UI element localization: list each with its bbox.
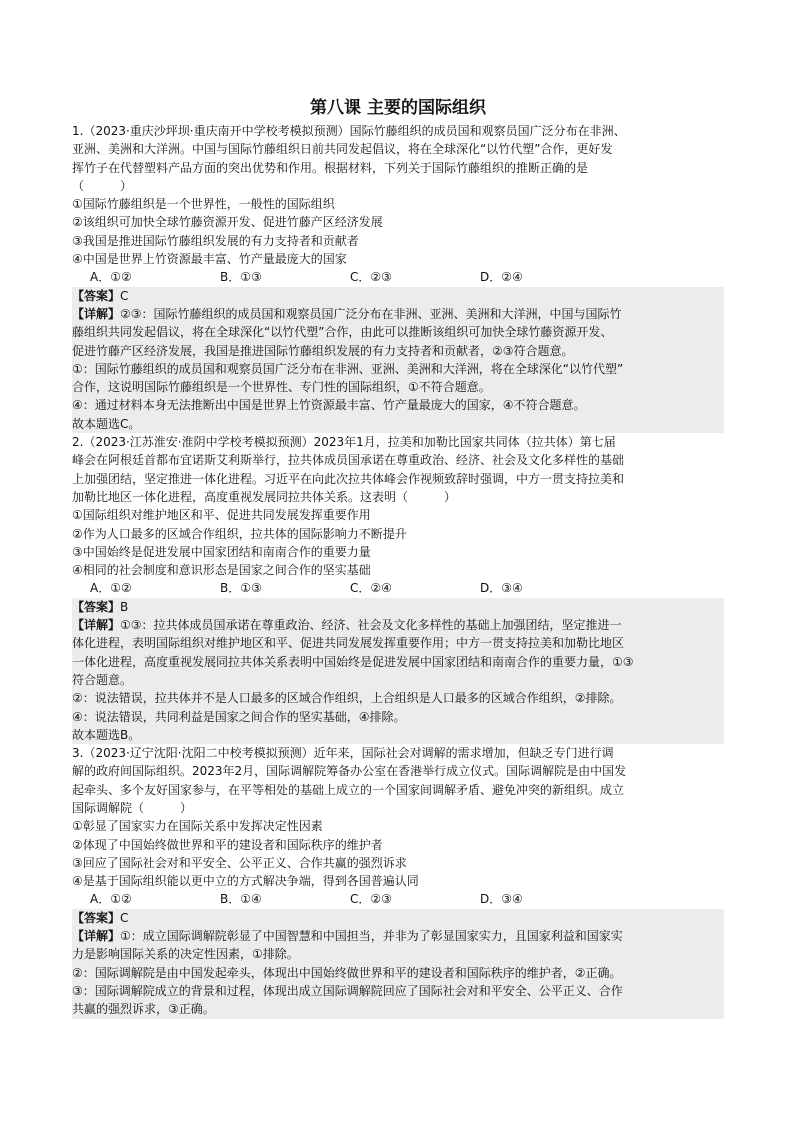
- statement-item: ④相同的社会制度和意识形态是国家之间合作的坚实基础: [72, 563, 371, 578]
- options-row: [72, 268, 724, 286]
- answer-line: [72, 909, 724, 927]
- options-row: [72, 579, 724, 597]
- statement-item: ②体现了中国始终做世界和平的建设者和国际秩序的维护者: [72, 837, 383, 852]
- detail-text: ②③：国际竹藤组织的成员国和观察员国广泛分布在非洲、亚洲、美洲和大洋洲，中国与国际竹: [120, 306, 622, 321]
- statement-item: ①国际组织对维护地区和平、促进共同发展发挥重要作用: [72, 508, 371, 523]
- answer-label: 【答案】: [72, 910, 121, 925]
- detail-line: ④：通过材料本身无法推断出中国是世界上竹资源最丰富、竹产量最庞大的国家，④不符合题意。: [72, 398, 586, 413]
- question-stem-line: 1.（2023·重庆沙坪坝·重庆南开中学校考模拟预测）国际竹藤组织的成员国和观察员国广泛分布在非洲、: [72, 124, 626, 138]
- option-choice: A．①②: [90, 581, 132, 596]
- option-choice: C．②③: [350, 892, 392, 907]
- answer-line: [72, 598, 724, 616]
- option-choice: A．①②: [90, 270, 132, 285]
- detail-line: ②：说法错误，拉共体并不是人口最多的区域合作组织，上合组织是人口最多的区域合作组织，②排除。: [72, 691, 622, 706]
- detail-line: 共赢的强烈诉求，③正确。: [72, 1002, 215, 1017]
- detail-line: 故本题选C。: [72, 416, 141, 431]
- detail-line: 故本题选B。: [72, 727, 141, 742]
- statement-item: ①彰显了国家实力在国际关系中发挥决定性因素: [72, 819, 323, 834]
- statement-item: ④是基于国际组织能以更中立的方式解决争端，得到各国普遍认同: [72, 874, 419, 889]
- option-choice: B．①③: [220, 270, 262, 285]
- option-choice: D．②④: [480, 270, 523, 285]
- answer-block: [72, 598, 724, 744]
- statement-item: ④中国是世界上竹资源最丰富、竹产量最庞大的国家: [72, 252, 347, 267]
- detail-line: 体化进程，表明国际组织对维护地区和平、促进共同发展发挥重要作用；中方一贯支持拉美和加勒比地区: [72, 636, 625, 651]
- answer-value: B: [120, 599, 129, 614]
- option-choice: D．③④: [480, 892, 523, 907]
- statement-item: ②作为人口最多的区域合作组织，拉共体的国际影响力不断提升: [72, 526, 407, 541]
- option-choice: C．②③: [350, 270, 392, 285]
- question-block: [72, 744, 724, 1018]
- question-stem-line: 加勒比地区一体化进程，高度重视发展同拉共体关系。这表明（ ）: [72, 489, 457, 504]
- question-stem-line: 解的政府间国际组织。2023年2月，国际调解院筹备办公室在香港举行成立仪式。国际调解院是由中国发: [72, 764, 627, 779]
- answer-block: [72, 287, 724, 433]
- question-block: [72, 122, 724, 433]
- question-stem-line: 2.（2023·江苏淮安·淮阴中学校考模拟预测）2023年1月，拉美和加勒比国家共同体（拉共体）第七届: [72, 435, 616, 450]
- detail-text: ①：成立国际调解院彰显了中国智慧和中国担当，并非为了彰显国家实力，且国家利益和国家实: [120, 929, 623, 944]
- question-stem-line: 起牵头、多个友好国家参与，在平等相处的基础上成立的一个国家间调解矛盾、避免冲突的新组织。成立: [72, 782, 625, 797]
- option-choice: C．②④: [350, 581, 392, 596]
- detail-label: 【详解】: [72, 306, 121, 321]
- statement-item: ③中国始终是促进发展中国家团结和南南合作的重要力量: [72, 544, 371, 559]
- detail-line: 符合题意。: [72, 672, 133, 687]
- detail-line: ③：国际调解院成立的背景和过程，体现出成立国际调解院回应了国际社会对和平安全、公平正义、合作: [72, 983, 623, 998]
- question-stem-line: 上加强团结，坚定推进一体化进程。习近平在向此次拉共体峰会作视频致辞时强调，中方一贯支持拉美和: [72, 471, 625, 486]
- option-choice: B．①③: [220, 581, 262, 596]
- answer-value: C: [120, 288, 129, 303]
- detail-line: [72, 305, 724, 323]
- question-stem-line: 峰会在阿根廷首都布宜诺斯艾利斯举行，拉共体成员国承诺在尊重政治、经济、社会及文化多样性的基础: [72, 453, 625, 468]
- detail-line: ②：国际调解院是由中国发起牵头，体现出中国始终做世界和平的建设者和国际秩序的维护者，②正确。: [72, 965, 622, 980]
- answer-value: C: [120, 910, 129, 925]
- detail-line: 一体化进程，高度重视发展同拉共体关系表明中国始终是促进发展中国家团结和南南合作的重要力量，①③: [72, 654, 634, 669]
- answer-block: [72, 909, 724, 1019]
- question-list: [72, 122, 724, 1019]
- question-block: [72, 433, 724, 744]
- detail-line: ①：国际竹藤组织的成员国和观察员国广泛分布在非洲、亚洲、美洲和大洋洲，将在全球深化“以竹代塑”: [72, 361, 624, 376]
- answer-line: [72, 287, 724, 305]
- page-title: 第八课 主要的国际组织: [310, 98, 486, 118]
- detail-line: ④：说法错误，共同利益是国家之间合作的坚实基础，④排除。: [72, 709, 406, 724]
- detail-label: 【详解】: [72, 618, 121, 633]
- question-stem-line: （ ）: [72, 178, 133, 193]
- statement-item: ①国际竹藤组织是一个世界性，一般性的国际组织: [72, 197, 335, 212]
- detail-label: 【详解】: [72, 929, 121, 944]
- statement-item: ③我国是推进国际竹藤组织发展的有力支持者和贡献者: [72, 233, 359, 248]
- detail-line: 合作，这说明国际竹藤组织是一个世界性、专门性的国际组织，①不符合题意。: [72, 380, 491, 395]
- options-row: [72, 890, 724, 908]
- statement-item: ③回应了国际社会对和平安全、公平正义、合作共赢的强烈诉求: [72, 855, 407, 870]
- detail-line: 藤组织共同发起倡议，将在全球深化“以竹代塑”合作，由此可以推断该组织可加快全球竹藤资源开发、: [72, 325, 613, 340]
- option-choice: B．①④: [220, 892, 262, 907]
- detail-line: [72, 616, 724, 634]
- question-stem-line: 挥竹子在代替塑料产品方面的突出优势和作用。根据材料，下列关于国际竹藤组织的推断正确的是: [72, 160, 589, 175]
- question-stem-line: 3.（2023·辽宁沈阳·沈阳二中校考模拟预测）近年来，国际社会对调解的需求增加，但缺乏专门进行调: [72, 746, 614, 761]
- answer-label: 【答案】: [72, 599, 121, 614]
- option-choice: A．①②: [90, 892, 132, 907]
- detail-line: 促进竹藤产区经济发展，我国是推进国际竹藤组织发展的有力支持者和贡献者，②③符合题意。: [72, 343, 574, 358]
- detail-line: [72, 927, 724, 945]
- option-choice: D．③④: [480, 581, 523, 596]
- detail-line: 力是影响国际关系的决定性因素，①排除。: [72, 947, 299, 962]
- statement-item: ②该组织可加快全球竹藤资源开发、促进竹藤产区经济发展: [72, 215, 383, 230]
- question-stem-line: 国际调解院（ ）: [72, 800, 193, 815]
- document-content: [72, 96, 724, 1019]
- detail-text: ①③：拉共体成员国承诺在尊重政治、经济、社会及文化多样性的基础上加强团结，坚定推进一: [120, 618, 622, 633]
- question-stem-line: 亚洲、美洲和大洋洲。中国与国际竹藤组织日前共同发起倡议，将在全球深化“以竹代塑”合作，更好发: [72, 142, 613, 157]
- answer-label: 【答案】: [72, 288, 121, 303]
